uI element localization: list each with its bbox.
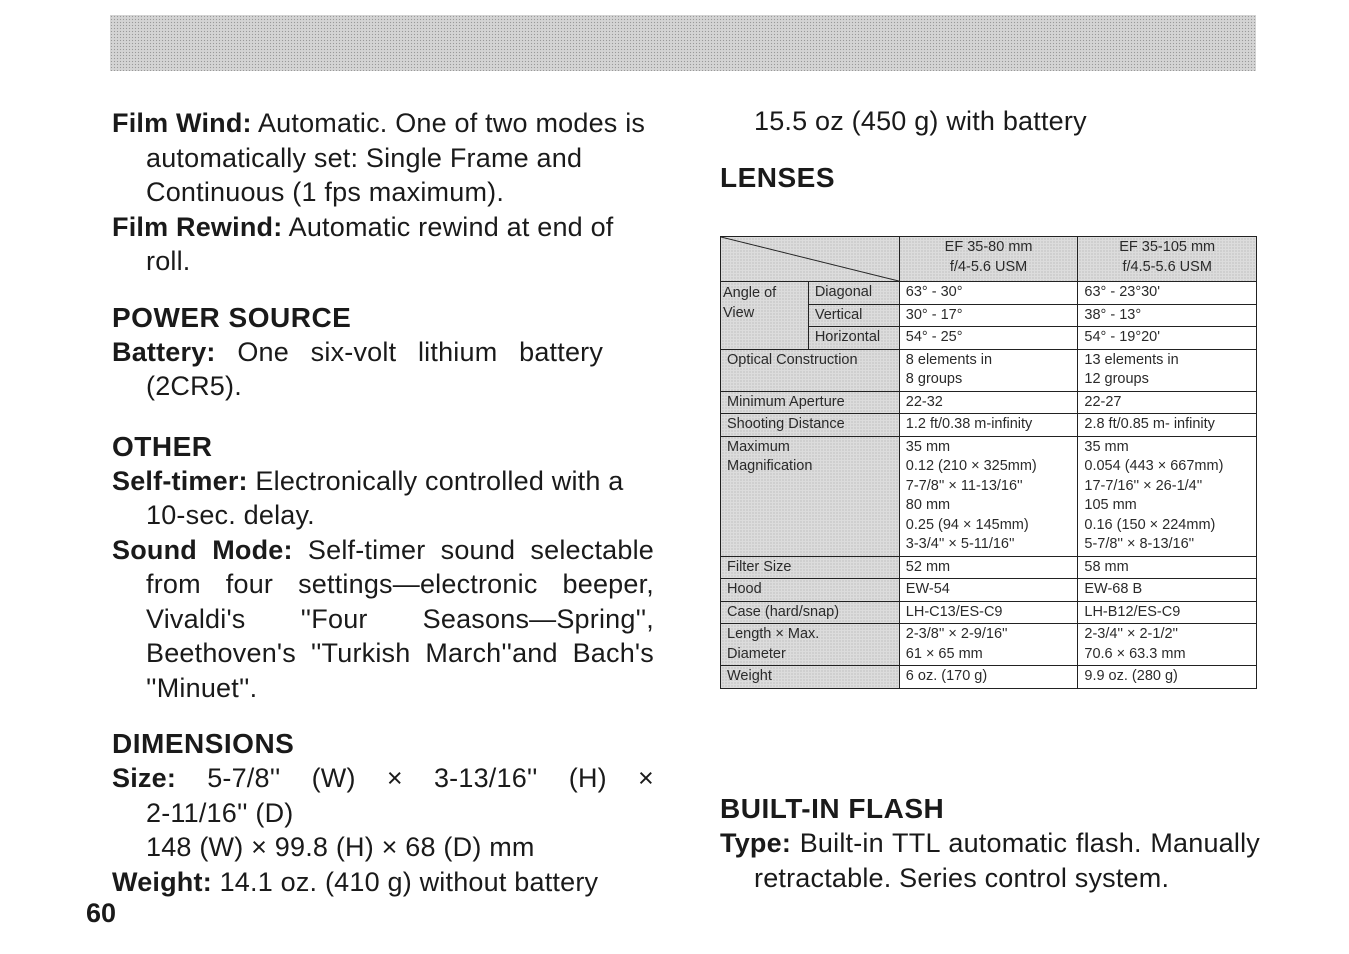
- length-label-line2: Diameter: [727, 645, 786, 662]
- flash-type-label: Type:: [720, 828, 792, 858]
- sound-mode-label: Sound Mode:: [112, 534, 293, 565]
- optical-lens1-line1: 8 elements in: [905, 351, 993, 368]
- header-banner: [110, 15, 1256, 71]
- lens1-name: EF 35-80 mm: [944, 239, 1033, 255]
- size-label: Size:: [112, 763, 177, 793]
- table-row: [721, 349, 1257, 391]
- vertical-label: Vertical: [808, 304, 899, 327]
- filter-lens1: 52 mm: [899, 556, 1078, 579]
- magnification-lens2: [1078, 436, 1257, 556]
- flash-type-text: Built-in TTL automatic flash. Manually retractable. Series control system.: [754, 828, 1260, 893]
- optical-lens2-line2: 12 groups: [1084, 371, 1149, 387]
- lens2-header: [1078, 237, 1257, 282]
- length-lens1: [899, 624, 1078, 666]
- length-lens2-line2: 70.6 × 63.3 mm: [1084, 645, 1186, 662]
- film-rewind-text: Automatic rewind at end of roll.: [146, 211, 614, 276]
- size-entry: [112, 761, 654, 865]
- sound-mode-text: Self-timer sound selectable from four settings—electronic beeper, Vivaldi's ''Four Seasons—Spring'', Beethoven's ''Turkish March''and Bach's ''Minuet''.: [146, 534, 654, 703]
- other-heading: OTHER: [112, 430, 213, 462]
- vertical-lens2: 38° - 13°: [1078, 304, 1257, 327]
- length-label: [721, 624, 900, 666]
- optical-lens1-line2: 8 groups: [905, 371, 963, 387]
- length-label-line1: Length × Max.: [727, 626, 820, 642]
- angle-of-view-label: Angle of View: [721, 282, 809, 350]
- film-wind-label: Film Wind:: [112, 108, 252, 138]
- diagonal-lens1: 63° - 30°: [899, 282, 1078, 305]
- magnification-label-line2: Magnification: [727, 458, 813, 474]
- right-column: [720, 104, 1260, 195]
- mag-lens1-line: 7-7/8'' × 11-13/16'': [905, 477, 1023, 494]
- left-column: [112, 106, 654, 899]
- table-row: [721, 436, 1257, 556]
- optical-lens2: [1078, 349, 1257, 391]
- diagonal-label: Diagonal: [808, 282, 899, 305]
- lens2-aperture: f/4.5-5.6 USM: [1122, 258, 1212, 275]
- dimensions-heading: DIMENSIONS: [112, 728, 295, 759]
- table-row: [721, 666, 1257, 689]
- length-lens2-line1: 2-3/4'' × 2-1/2'': [1084, 626, 1179, 642]
- table-row: [721, 391, 1257, 414]
- lens-spec-table: [720, 236, 1257, 689]
- film-rewind-entry: [112, 210, 654, 279]
- case-lens1: LH-C13/ES-C9: [899, 601, 1078, 624]
- hood-label: Hood: [721, 579, 900, 602]
- lens2-name: EF 35-105 mm: [1119, 239, 1216, 255]
- film-rewind-label: Film Rewind:: [112, 211, 283, 242]
- mag-lens2-line: 35 mm: [1084, 438, 1129, 455]
- sound-mode-entry: [112, 533, 654, 706]
- hood-lens2: EW-68 B: [1078, 579, 1257, 602]
- hood-lens1: EW-54: [899, 579, 1078, 602]
- weight-text: 14.1 oz. (410 g) without battery: [211, 866, 599, 897]
- power-source-heading: POWER SOURCE: [112, 301, 352, 333]
- self-timer-label: Self-timer:: [112, 465, 248, 496]
- battery-entry: [112, 335, 654, 404]
- min-aperture-lens1: 22-32: [899, 391, 1078, 414]
- min-aperture-label: Minimum Aperture: [721, 391, 900, 414]
- shooting-lens1: 1.2 ft/0.38 m-infinity: [899, 414, 1078, 437]
- film-wind-entry: [112, 106, 654, 210]
- length-lens1-line2: 61 × 65 mm: [905, 645, 983, 662]
- weight-lens1: 6 oz. (170 g): [899, 666, 1078, 689]
- table-row: [721, 601, 1257, 624]
- mag-lens2-line: 0.16 (150 × 224mm): [1084, 516, 1216, 533]
- corner-diagonal: [721, 237, 899, 281]
- length-lens2: [1078, 624, 1257, 666]
- mag-lens2-line: 0.054 (443 × 667mm): [1084, 458, 1224, 474]
- built-in-flash-heading: BUILT-IN FLASH: [720, 793, 945, 824]
- weight-label: Weight:: [112, 866, 212, 897]
- length-lens1-line1: 2-3/8'' × 2-9/16'': [905, 626, 1008, 642]
- size-line2: 2-11/16'' (D): [146, 797, 294, 828]
- diagonal-lens2: 63° - 23°30': [1078, 282, 1257, 305]
- lens1-aperture: f/4-5.6 USM: [949, 258, 1028, 275]
- min-aperture-lens2: 22-27: [1078, 391, 1257, 414]
- film-wind-text: Automatic. One of two modes is automatically set: Single Frame and Continuous (1 fps maximum).: [146, 108, 646, 207]
- size-line1: 5-7/8'' (W) × 3-13/16'' (H) ×: [176, 763, 654, 793]
- mag-lens1-line: 0.12 (210 × 325mm): [905, 458, 1037, 474]
- optical-lens2-line1: 13 elements in: [1084, 351, 1179, 368]
- lens1-header: [899, 237, 1078, 282]
- optical-lens1: [899, 349, 1078, 391]
- lenses-heading: LENSES: [720, 161, 836, 193]
- weight-row-label: Weight: [721, 666, 900, 689]
- size-line3: 148 (W) × 99.8 (H) × 68 (D) mm: [146, 832, 535, 862]
- battery-label: Battery:: [112, 336, 216, 367]
- table-row: [721, 556, 1257, 579]
- magnification-label-line1: Maximum: [727, 438, 790, 455]
- self-timer-entry: [112, 464, 654, 533]
- magnification-label: [721, 436, 900, 556]
- mag-lens2-line: 105 mm: [1084, 497, 1137, 513]
- mag-lens1-line: 80 mm: [905, 497, 951, 513]
- filter-label: Filter Size: [721, 556, 900, 579]
- weight-lens2: 9.9 oz. (280 g): [1078, 666, 1257, 689]
- mag-lens2-line: 17-7/16'' × 26-1/4'': [1084, 477, 1203, 494]
- horizontal-lens1: 54° - 25°: [899, 327, 1078, 350]
- case-lens2: LH-B12/ES-C9: [1078, 601, 1257, 624]
- table-corner-cell: [721, 237, 900, 282]
- table-row: [721, 624, 1257, 666]
- vertical-lens1: 30° - 17°: [899, 304, 1078, 327]
- magnification-lens1: [899, 436, 1078, 556]
- optical-label: Optical Construction: [721, 349, 900, 391]
- table-row: [721, 414, 1257, 437]
- case-label: Case (hard/snap): [721, 601, 900, 624]
- shooting-label: Shooting Distance: [721, 414, 900, 437]
- weight-continuation: 15.5 oz (450 g) with battery: [754, 106, 1087, 136]
- page-number: 60: [86, 898, 117, 928]
- battery-text: One six-volt lithium battery (2CR5).: [146, 336, 604, 401]
- filter-lens2: 58 mm: [1078, 556, 1257, 579]
- horizontal-lens2: 54° - 19°20': [1078, 327, 1257, 350]
- weight-entry: [112, 865, 654, 900]
- shooting-lens2: 2.8 ft/0.85 m- infinity: [1078, 414, 1257, 437]
- table-row: [721, 579, 1257, 602]
- mag-lens1-line: 0.25 (94 × 145mm): [905, 516, 1029, 533]
- table-header-row: [721, 237, 1257, 282]
- built-in-flash-section: [720, 792, 1260, 895]
- mag-lens2-line: 5-7/8'' × 8-13/16'': [1084, 536, 1195, 552]
- self-timer-text: Electronically controlled with a 10-sec. delay.: [146, 465, 624, 530]
- flash-type-entry: [720, 826, 1260, 895]
- mag-lens1-line: 3-3/4'' × 5-11/16'': [905, 536, 1015, 552]
- table-row: [721, 282, 1257, 305]
- horizontal-label: Horizontal: [808, 327, 899, 350]
- mag-lens1-line: 35 mm: [905, 438, 951, 455]
